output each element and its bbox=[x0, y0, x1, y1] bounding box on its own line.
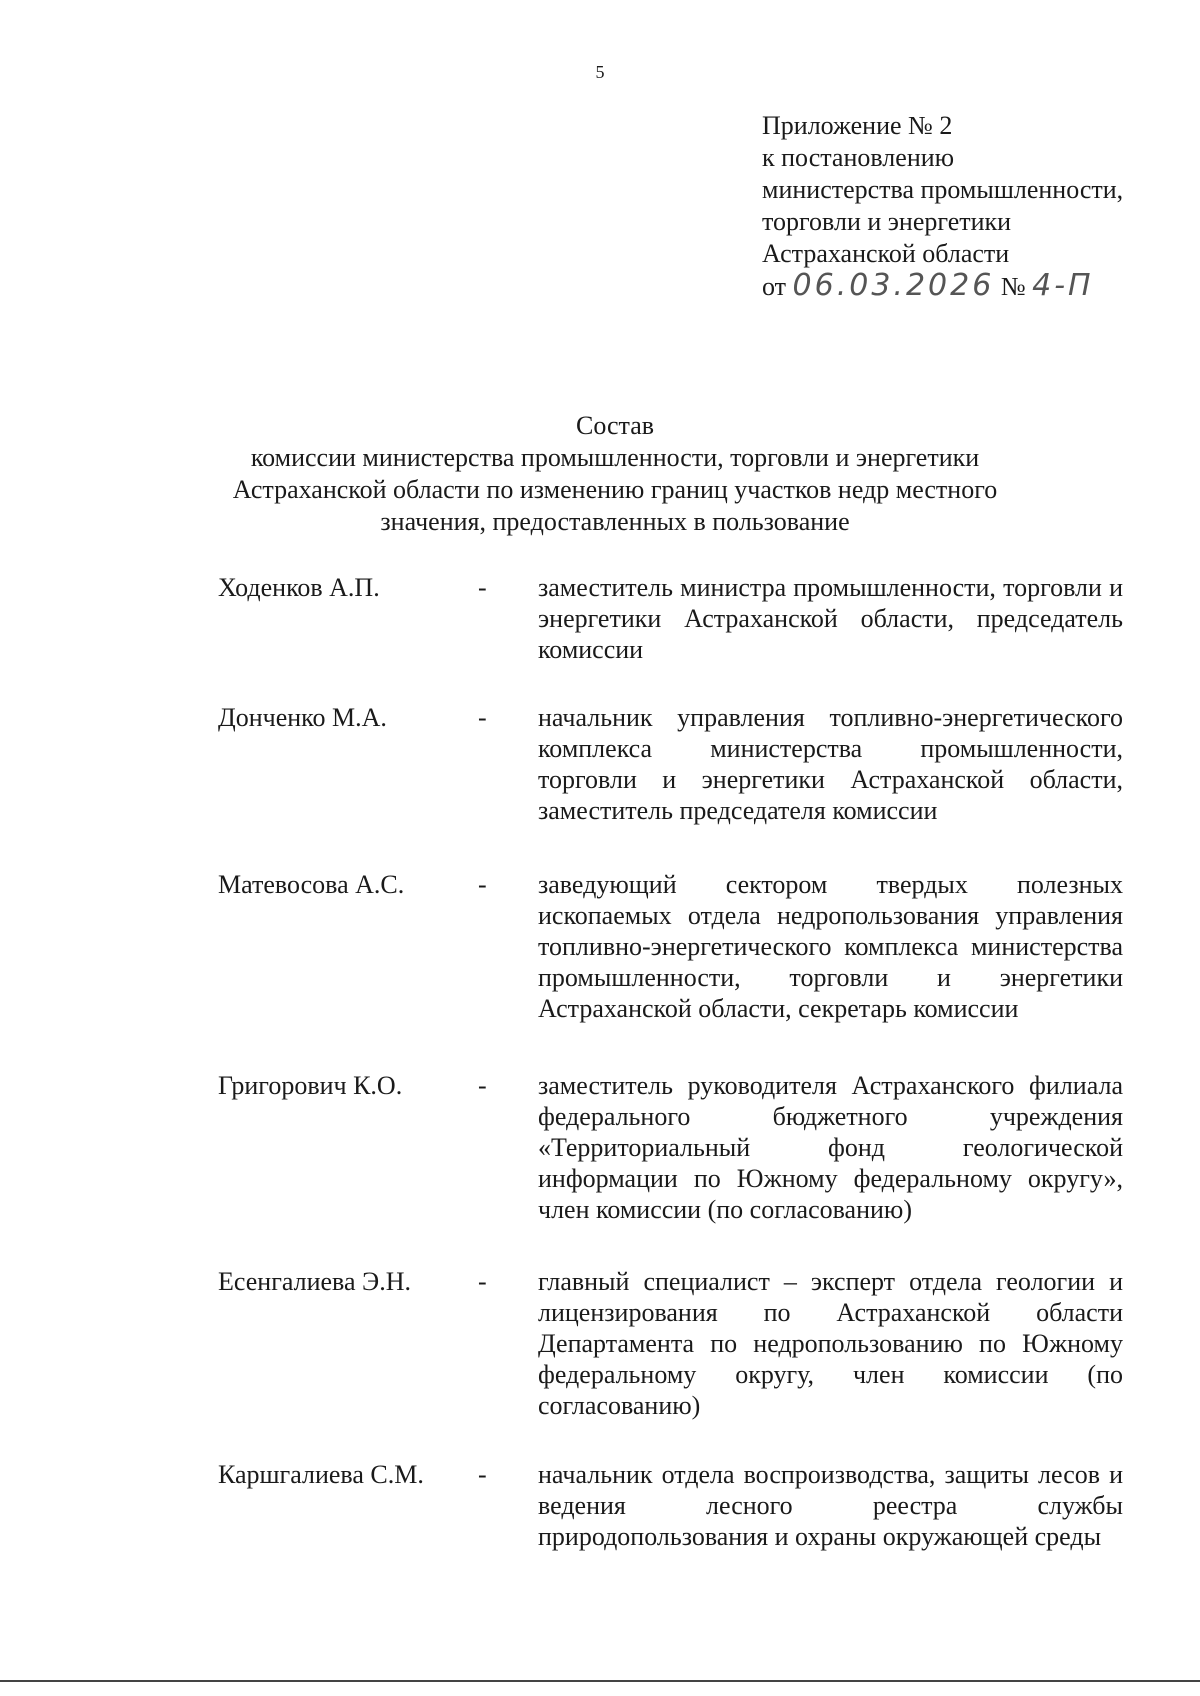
member-row bbox=[218, 572, 1133, 665]
member-name: Григорович К.О. bbox=[218, 1071, 403, 1100]
appendix-line: к постановлению bbox=[762, 143, 955, 172]
member-name: Каршгалиева С.М. bbox=[218, 1460, 424, 1489]
date-prefix: от bbox=[762, 272, 787, 301]
member-dash: - bbox=[478, 1071, 487, 1100]
member-role: заместитель министра промышленности, торговли и энергетики Астраханской области, председатель комиссии bbox=[538, 573, 1123, 664]
member-role: главный специалист – эксперт отдела геологии и лицензирования по Астраханской области Департамента по недропользованию по Южному федеральному округу, член комиссии (по согласованию) bbox=[538, 1267, 1123, 1420]
title-line: значения, предоставленных в пользование bbox=[380, 507, 850, 536]
member-name: Матевосова А.С. bbox=[218, 870, 405, 899]
scan-bottom-edge bbox=[0, 1680, 1200, 1682]
member-row bbox=[218, 1459, 1133, 1552]
title-line: Состав bbox=[575, 411, 655, 440]
appendix-line: торговли и энергетики bbox=[762, 207, 1012, 236]
member-row bbox=[218, 869, 1133, 1024]
member-dash: - bbox=[478, 1460, 487, 1489]
appendix-line: Приложение № 2 bbox=[762, 111, 953, 140]
appendix-date-line bbox=[762, 270, 1123, 303]
appendix-line: Астраханской области bbox=[762, 239, 1010, 268]
member-row bbox=[218, 1070, 1133, 1225]
handwritten-date: 06.03.2026 bbox=[792, 268, 995, 303]
member-dash: - bbox=[478, 703, 487, 732]
title-line: Астраханской области по изменению границ участков недр местного bbox=[232, 475, 998, 504]
member-role: заведующий сектором твердых полезных ископаемых отдела недропользования управления топливно-энергетического комплекса министерства промышленности, торговли и энергетики Астраханской области, секретарь комиссии bbox=[538, 870, 1123, 1023]
member-name: Ходенков А.П. bbox=[218, 573, 380, 602]
members-list bbox=[218, 572, 1133, 1552]
number-prefix: № bbox=[1000, 272, 1026, 301]
appendix-line: министерства промышленности, bbox=[762, 175, 1124, 204]
member-name: Есенгалиева Э.Н. bbox=[218, 1267, 411, 1296]
member-row bbox=[218, 1266, 1133, 1421]
title-line: комиссии министерства промышленности, торговли и энергетики bbox=[250, 443, 980, 472]
member-role: заместитель руководителя Астраханского филиала федерального бюджетного учреждения «Территориальный фонд геологической информации по Южному федеральному округу», член комиссии (по согласованию) bbox=[538, 1071, 1123, 1224]
member-dash: - bbox=[478, 1267, 487, 1296]
appendix-header bbox=[762, 110, 1123, 303]
page-number: 5 bbox=[595, 62, 605, 82]
member-role: начальник управления топливно-энергетического комплекса министерства промышленности, торговли и энергетики Астраханской области, заместитель председателя комиссии bbox=[538, 703, 1123, 825]
member-dash: - bbox=[478, 870, 487, 899]
member-row bbox=[218, 702, 1133, 826]
member-name: Донченко М.А. bbox=[218, 703, 387, 732]
document-title bbox=[150, 410, 1080, 538]
member-role: начальник отдела воспроизводства, защиты лесов и ведения лесного реестра службы природопользования и охраны окружающей среды bbox=[538, 1460, 1123, 1551]
handwritten-number: 4-П bbox=[1032, 268, 1094, 303]
member-dash: - bbox=[478, 573, 487, 602]
